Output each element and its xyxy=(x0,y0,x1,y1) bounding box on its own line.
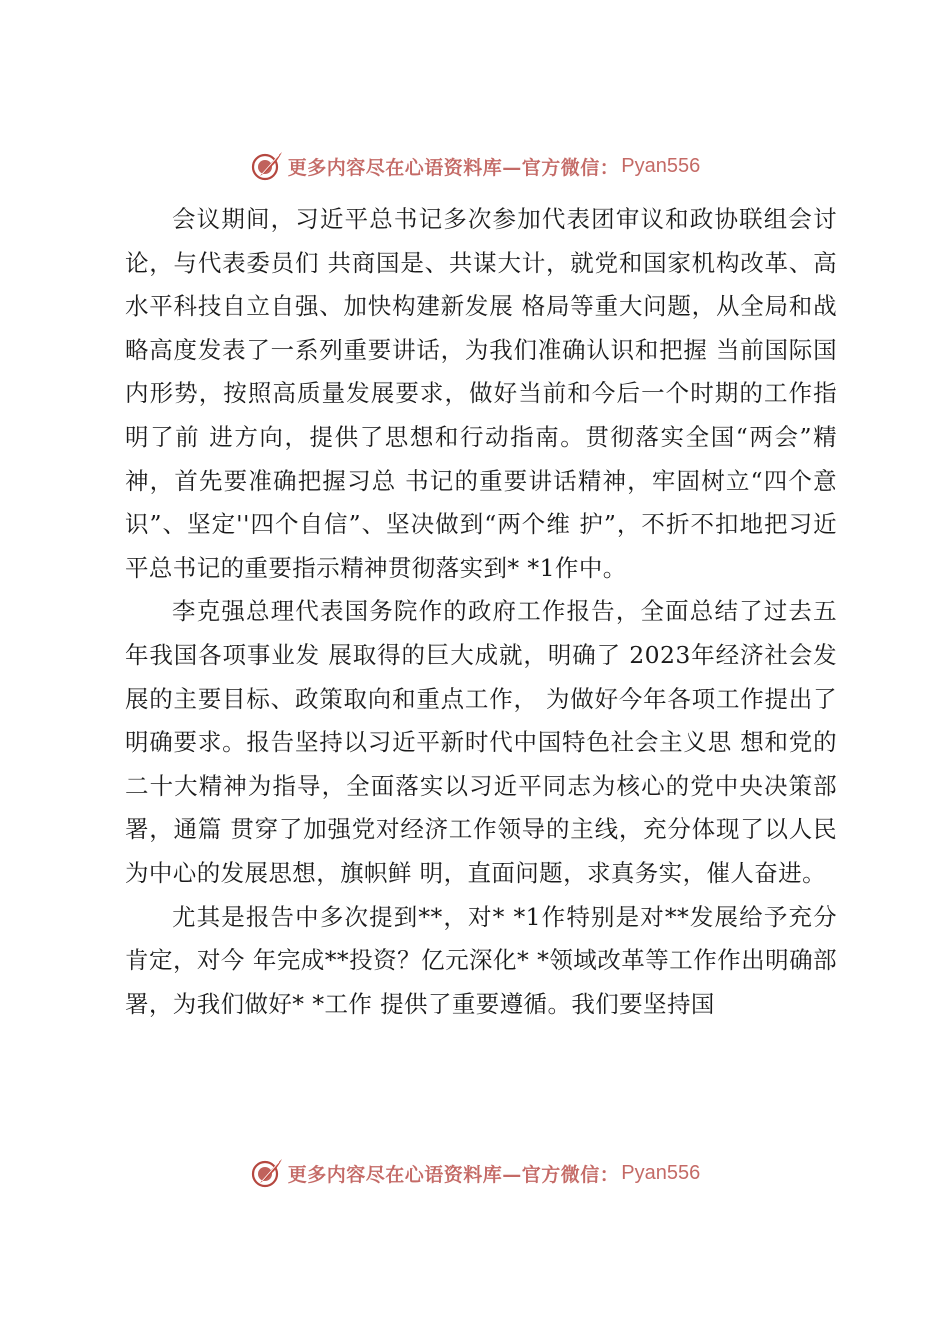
feather-logo-icon xyxy=(250,149,284,183)
paragraph-2: 李克强总理代表国务院作的政府工作报告，全面总结了过去五年我国各项事业发 展取得的巨大成就，明确了 2023年经济社会发展的主要目标、政策取向和重点工作， 为做好今年各项工作提出了明确要求。报告坚持以习近平新时代中国特色社会主义思 想和党的二十大精神为指导，全面落实以习近平同志为核心的党中央决策部署，通篇 贯穿了加强党对经济工作领导的主线，充分体现了以人民为中心的发展思想，旗帜鲜 明，直面问题，求真务实，催人奋进。 xyxy=(125,597,837,887)
watermark-text: 更多内容尽在心语资料库—官方微信： xyxy=(287,156,620,179)
paragraph-3: 尤其是报告中多次提到**，对* *1作特别是对**发展给予充分肯定，对今 年完成**投资？亿元深化* *领域改革等工作作出明确部署，为我们做好* *工作 提供了重要遵循。我们要坚持国 xyxy=(125,902,837,1018)
watermark-text: 更多内容尽在心语资料库—官方微信： xyxy=(287,1163,620,1186)
watermark-wechat-id: Pyan556 xyxy=(621,154,701,177)
document-body xyxy=(125,198,837,1026)
watermark-banner-bottom xyxy=(0,1153,950,1193)
watermark-banner-top xyxy=(0,146,950,186)
feather-logo-icon xyxy=(250,1156,284,1190)
watermark-wechat-id: Pyan556 xyxy=(621,1161,701,1184)
paragraph-1: 会议期间，习近平总书记多次参加代表团审议和政协联组会讨论，与代表委员们 共商国是、共谋大计，就党和国家机构改革、高水平科技自立自强、加快构建新发展 格局等重大问题，从全局和战略高度发表了一系列重要讲话，为我们准确认识和把握 当前国际国内形势，按照高质量发展要求，做好当前和今后一个时期的工作指明了前 进方向，提供了思想和行动指南。贯彻落实全国“两会”精神，首先要准确把握习总 书记的重要讲话精神，牢固树立“四个意识”、坚定''四个自信”、坚决做到“两个维 护”，不折不扣地把习近平总书记的重要指示精神贯彻落实到* *1作中。 xyxy=(125,205,837,582)
